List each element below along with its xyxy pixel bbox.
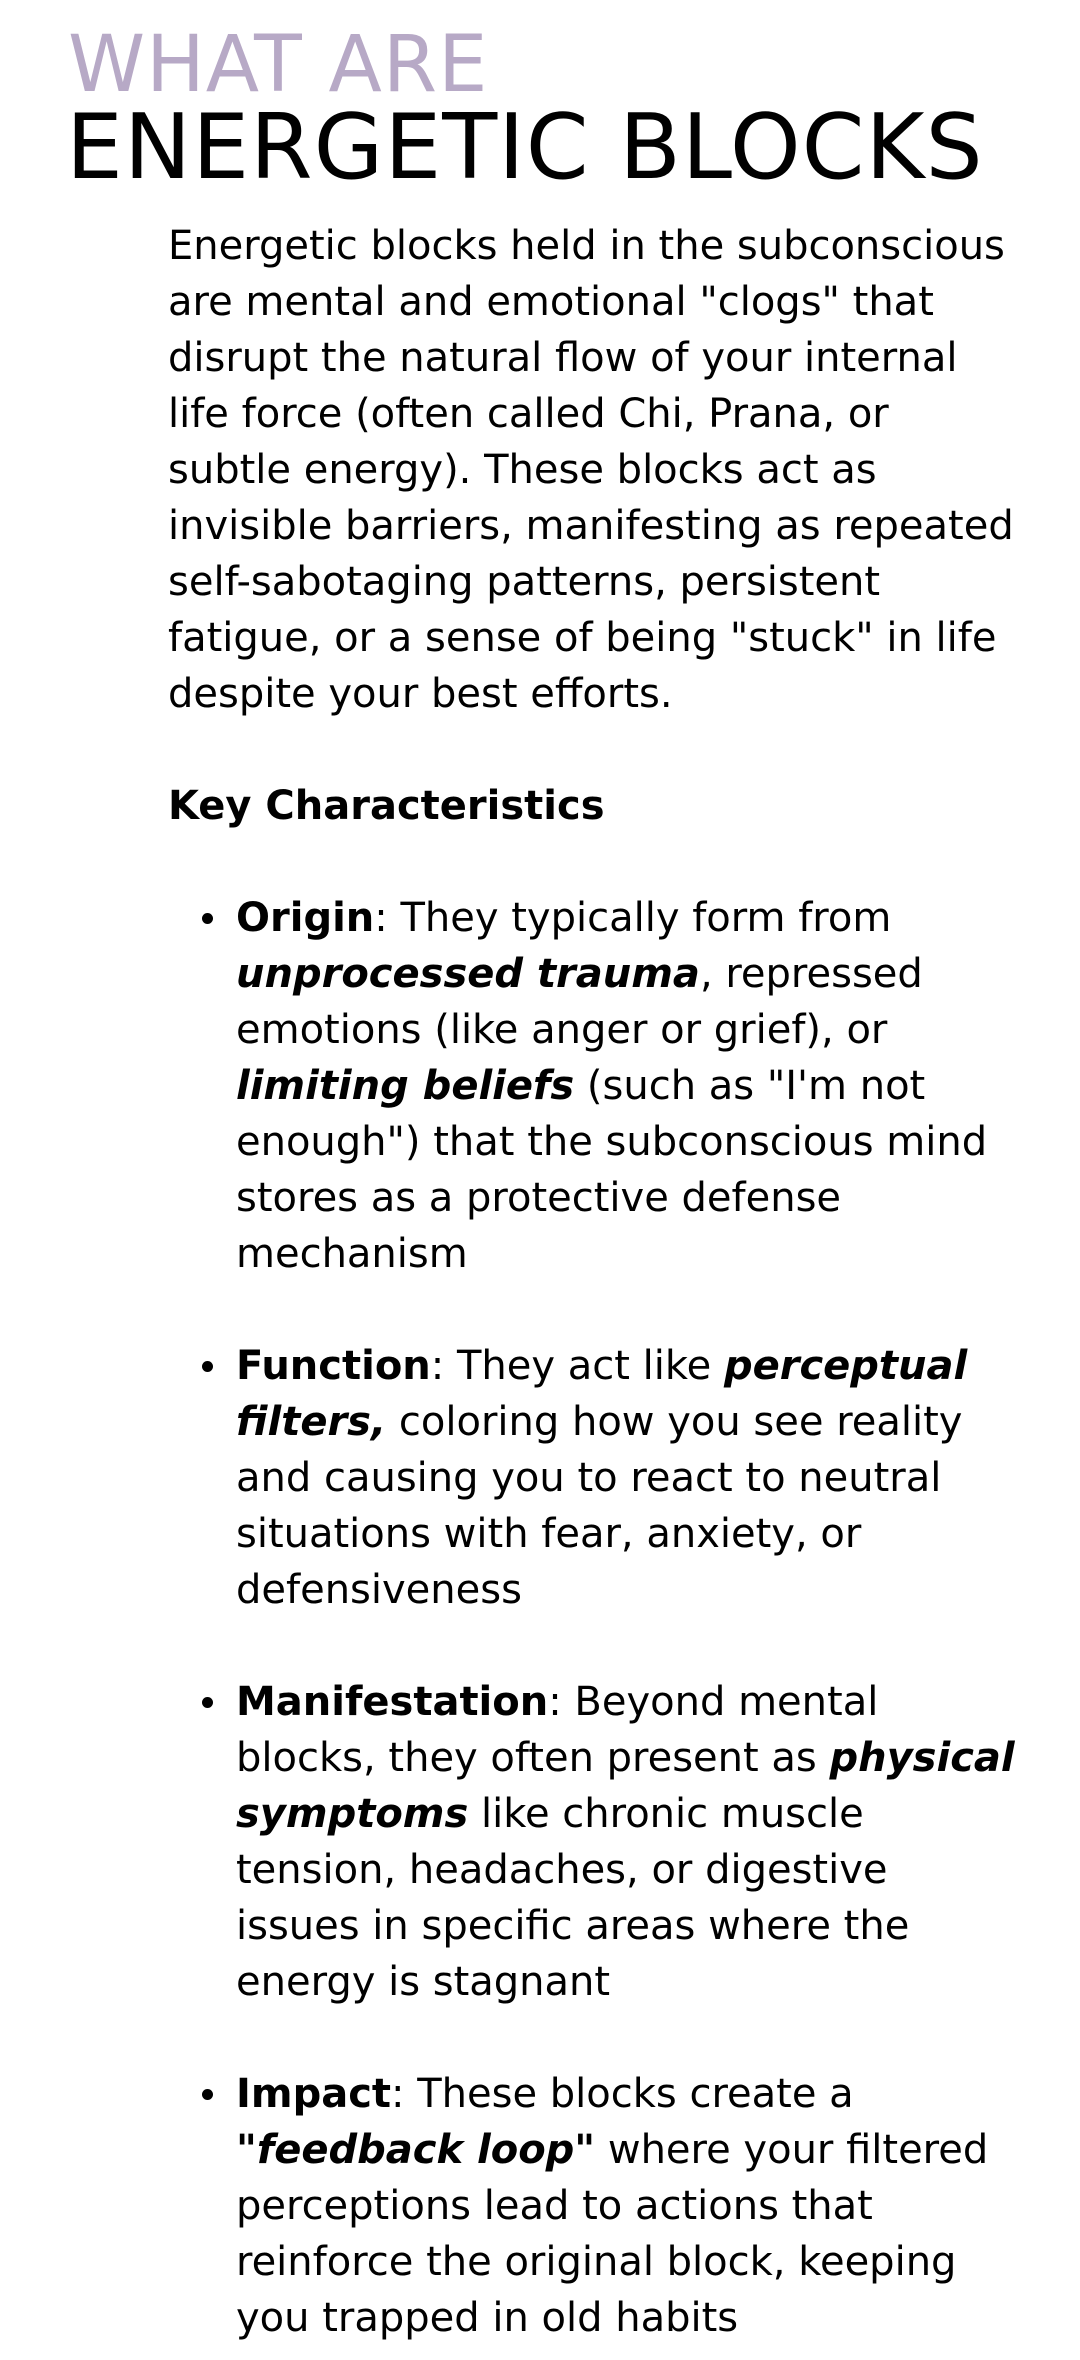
list-item-manifestation	[168, 1674, 1020, 2010]
characteristics-list	[168, 890, 1020, 2346]
bullet-icon	[202, 913, 213, 924]
list-item-impact	[168, 2066, 1020, 2346]
item-text: like chronic muscle tension, headaches, or digestive issues in specific areas where the energy is stagnant	[236, 1791, 910, 2005]
item-term: Function	[236, 1343, 431, 1389]
item-text: (such as "I'm not enough") that the subconscious mind stores as a protective defense mechanism	[236, 1063, 988, 1277]
item-text: where your filtered perceptions lead to actions that reinforce the original block, keeping you trapped in old habits	[236, 2127, 989, 2341]
item-emphasis: unprocessed trauma	[236, 951, 700, 997]
item-emphasis: limiting beliefs	[236, 1063, 575, 1109]
page-title: ENERGETIC BLOCKS	[66, 95, 984, 200]
bullet-icon	[202, 2089, 213, 2100]
item-term: Origin	[236, 895, 375, 941]
item-text: coloring how you see reality and causing you to react to neutral situations with fear, anxiety, or defensiveness	[236, 1399, 963, 1613]
page-kicker: WHAT ARE	[68, 20, 489, 110]
item-text: : These blocks create a	[391, 2071, 854, 2117]
intro-paragraph: Energetic blocks held in the subconscious are mental and emotional "clogs" that disrupt the natural flow of your internal life force (often called Chi, Prana, or subtle energy). These blocks act as invisible barriers, manifesting as repeated self-sabotaging patterns, persistent fatigue, or a sense of being "stuck" in life despite your best efforts.	[168, 223, 1014, 717]
article-body	[168, 218, 1020, 2346]
item-text: : They typically form from	[374, 895, 892, 941]
bullet-icon	[202, 1697, 213, 1708]
item-emphasis: perceptual filters,	[236, 1343, 968, 1445]
item-emphasis: "feedback loop"	[236, 2127, 596, 2173]
item-text: : They act like	[430, 1343, 724, 1389]
item-term: Impact	[236, 2071, 392, 2117]
bullet-icon	[202, 1361, 213, 1372]
item-term: Manifestation	[236, 1679, 549, 1725]
item-text: : Beyond mental blocks, they often present as	[236, 1679, 879, 1781]
list-item-origin	[168, 890, 1020, 1282]
section-title: Key Characteristics	[168, 783, 605, 829]
item-text: , repressed emotions (like anger or grief), or	[236, 951, 923, 1053]
list-item-function	[168, 1338, 1020, 1618]
item-emphasis: physical symptoms	[236, 1735, 1015, 1837]
